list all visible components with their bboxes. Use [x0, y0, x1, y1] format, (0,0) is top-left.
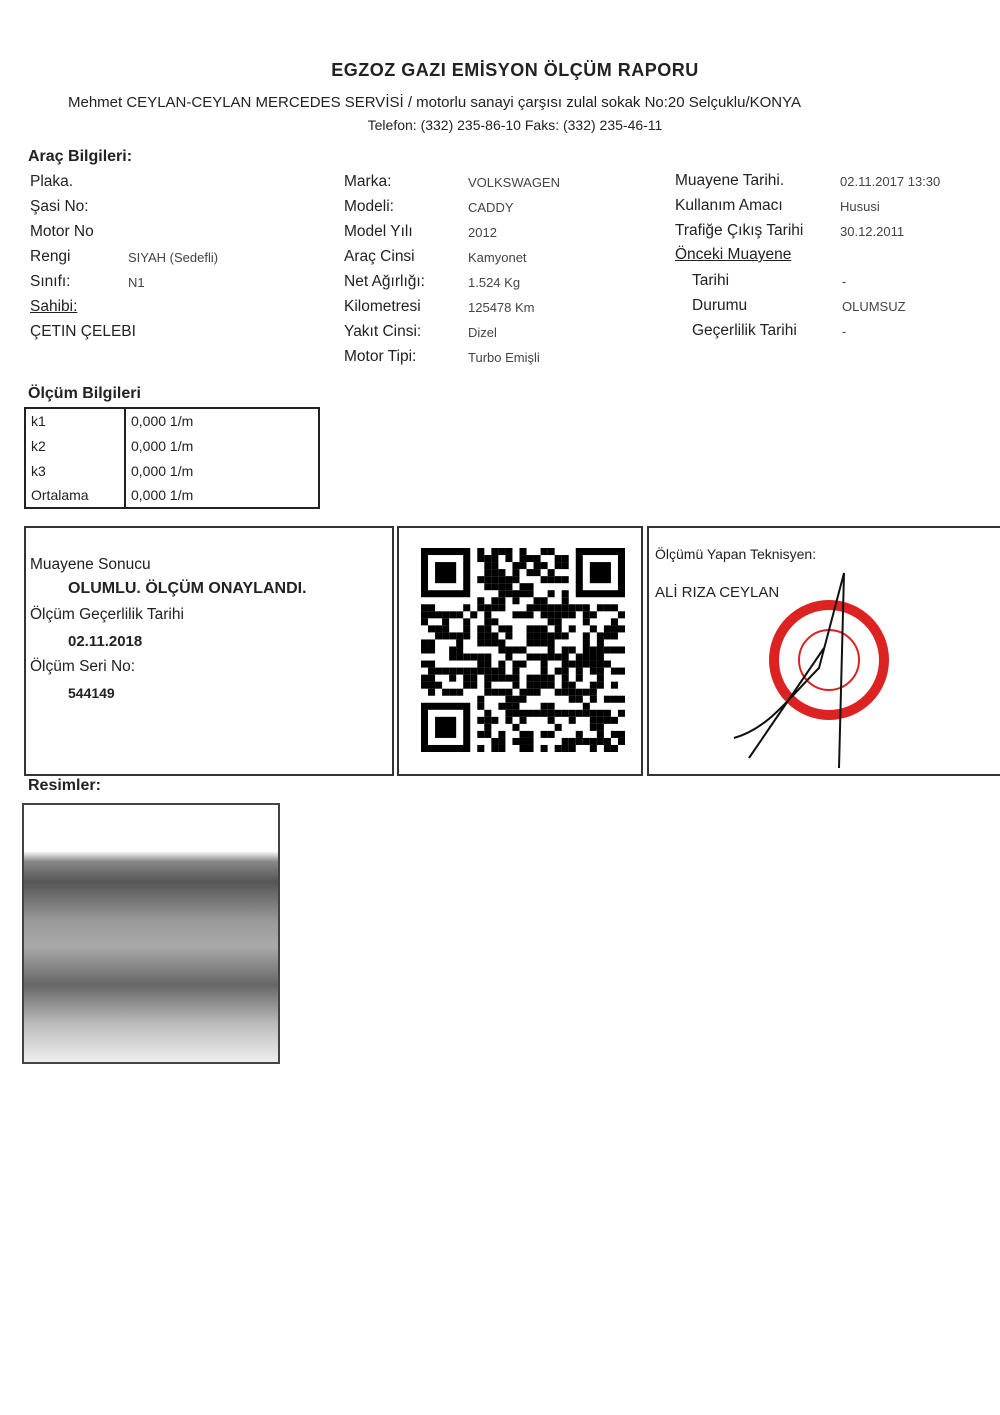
field-value: Kamyonet — [468, 250, 527, 265]
field-value: 30.12.2011 — [840, 224, 905, 239]
qr-box — [397, 526, 643, 776]
measure-key: k2 — [25, 433, 125, 458]
field-label: Motor Tipi: — [344, 348, 417, 365]
owner-label: Sahibi: — [30, 298, 78, 315]
measure-value: 0,000 1/m — [131, 413, 194, 429]
field-value: VOLKSWAGEN — [468, 175, 560, 190]
measure-row — [25, 408, 319, 433]
measure-key: k1 — [25, 408, 125, 433]
field-label: Rengi — [30, 248, 71, 265]
vehicle-photo — [22, 803, 280, 1064]
measure-table — [24, 407, 320, 509]
owner-name: ÇETIN ÇELEBI — [30, 323, 136, 340]
result-label: Muayene Sonucu — [30, 556, 151, 573]
prev-field-label: Durumu — [692, 297, 748, 314]
valid-date: 02.11.2018 — [68, 633, 143, 650]
serial-number: 544149 — [68, 685, 115, 701]
vehicle-section-title: Araç Bilgileri: — [28, 148, 133, 165]
technician-label: Ölçümü Yapan Teknisyen: — [655, 546, 817, 562]
prev-field-value: - — [842, 274, 847, 289]
prev-field-label: Tarihi — [692, 272, 730, 289]
company-phone: Telefon: (332) 235-86-10 Faks: (332) 235-46-11 — [367, 117, 663, 133]
field-label: Trafiğe Çıkış Tarihi — [675, 222, 804, 239]
result-box — [24, 526, 394, 776]
field-value: Hususi — [840, 199, 880, 214]
measure-value: 0,000 1/m — [131, 462, 194, 479]
field-label: Net Ağırlığı: — [344, 273, 425, 290]
technician-box — [647, 526, 1000, 776]
valid-label: Ölçüm Geçerlilik Tarihi — [30, 606, 184, 623]
field-value: SIYAH (Sedefli) — [128, 250, 219, 265]
field-label: Araç Cinsi — [344, 248, 415, 265]
field-label: Kullanım Amacı — [675, 197, 783, 214]
field-value: 02.11.2017 13:30 — [840, 174, 941, 189]
prev-field-value: OLUMSUZ — [842, 299, 906, 314]
field-label: Şasi No: — [30, 198, 89, 215]
field-value: 1.524 Kg — [468, 275, 521, 290]
field-label: Modeli: — [344, 198, 394, 215]
pictures-label: Resimler: — [28, 777, 101, 794]
field-label: Yakıt Cinsi: — [344, 323, 422, 340]
prev-field-label: Geçerlilik Tarihi — [692, 322, 797, 339]
measure-value: 0,000 1/m — [131, 437, 194, 454]
stamp-signature-icon — [729, 568, 899, 778]
field-value: CADDY — [468, 200, 514, 215]
company-address: Mehmet CEYLAN-CEYLAN MERCEDES SERVİSİ / motorlu sanayi çarşısı zulal sokak No:20 Selçuklu/KONYA — [68, 94, 802, 111]
field-label: Sınıfı: — [30, 273, 71, 290]
field-value: Dizel — [468, 325, 497, 340]
technician-name: ALİ RIZA CEYLAN — [655, 584, 780, 601]
field-value: N1 — [128, 275, 145, 290]
field-value: Turbo Emişli — [468, 350, 540, 365]
prev-inspection-label: Önceki Muayene — [675, 246, 792, 263]
field-label: Motor No — [30, 223, 94, 240]
field-value: 2012 — [468, 225, 497, 240]
measure-row — [25, 483, 319, 508]
field-label: Kilometresi — [344, 298, 421, 315]
qr-code — [421, 546, 625, 754]
report-title: EGZOZ GAZI EMİSYON ÖLÇÜM RAPORU — [331, 60, 699, 80]
prev-field-value: - — [842, 324, 847, 339]
measure-section-title: Ölçüm Bilgileri — [28, 385, 141, 402]
field-label: Marka: — [344, 173, 392, 190]
serial-label: Ölçüm Seri No: — [30, 658, 136, 675]
measure-row — [25, 458, 319, 483]
field-value: 125478 Km — [468, 300, 535, 315]
measure-row — [25, 433, 319, 458]
result-value: OLUMLU. ÖLÇÜM ONAYLANDI. — [68, 580, 307, 597]
field-label: Muayene Tarihi. — [675, 172, 785, 189]
field-label: Model Yılı — [344, 223, 413, 240]
measure-value: 0,000 1/m — [131, 487, 194, 503]
measure-key: Ortalama — [25, 483, 125, 508]
field-label: Plaka. — [30, 173, 74, 190]
measure-key: k3 — [25, 458, 125, 483]
